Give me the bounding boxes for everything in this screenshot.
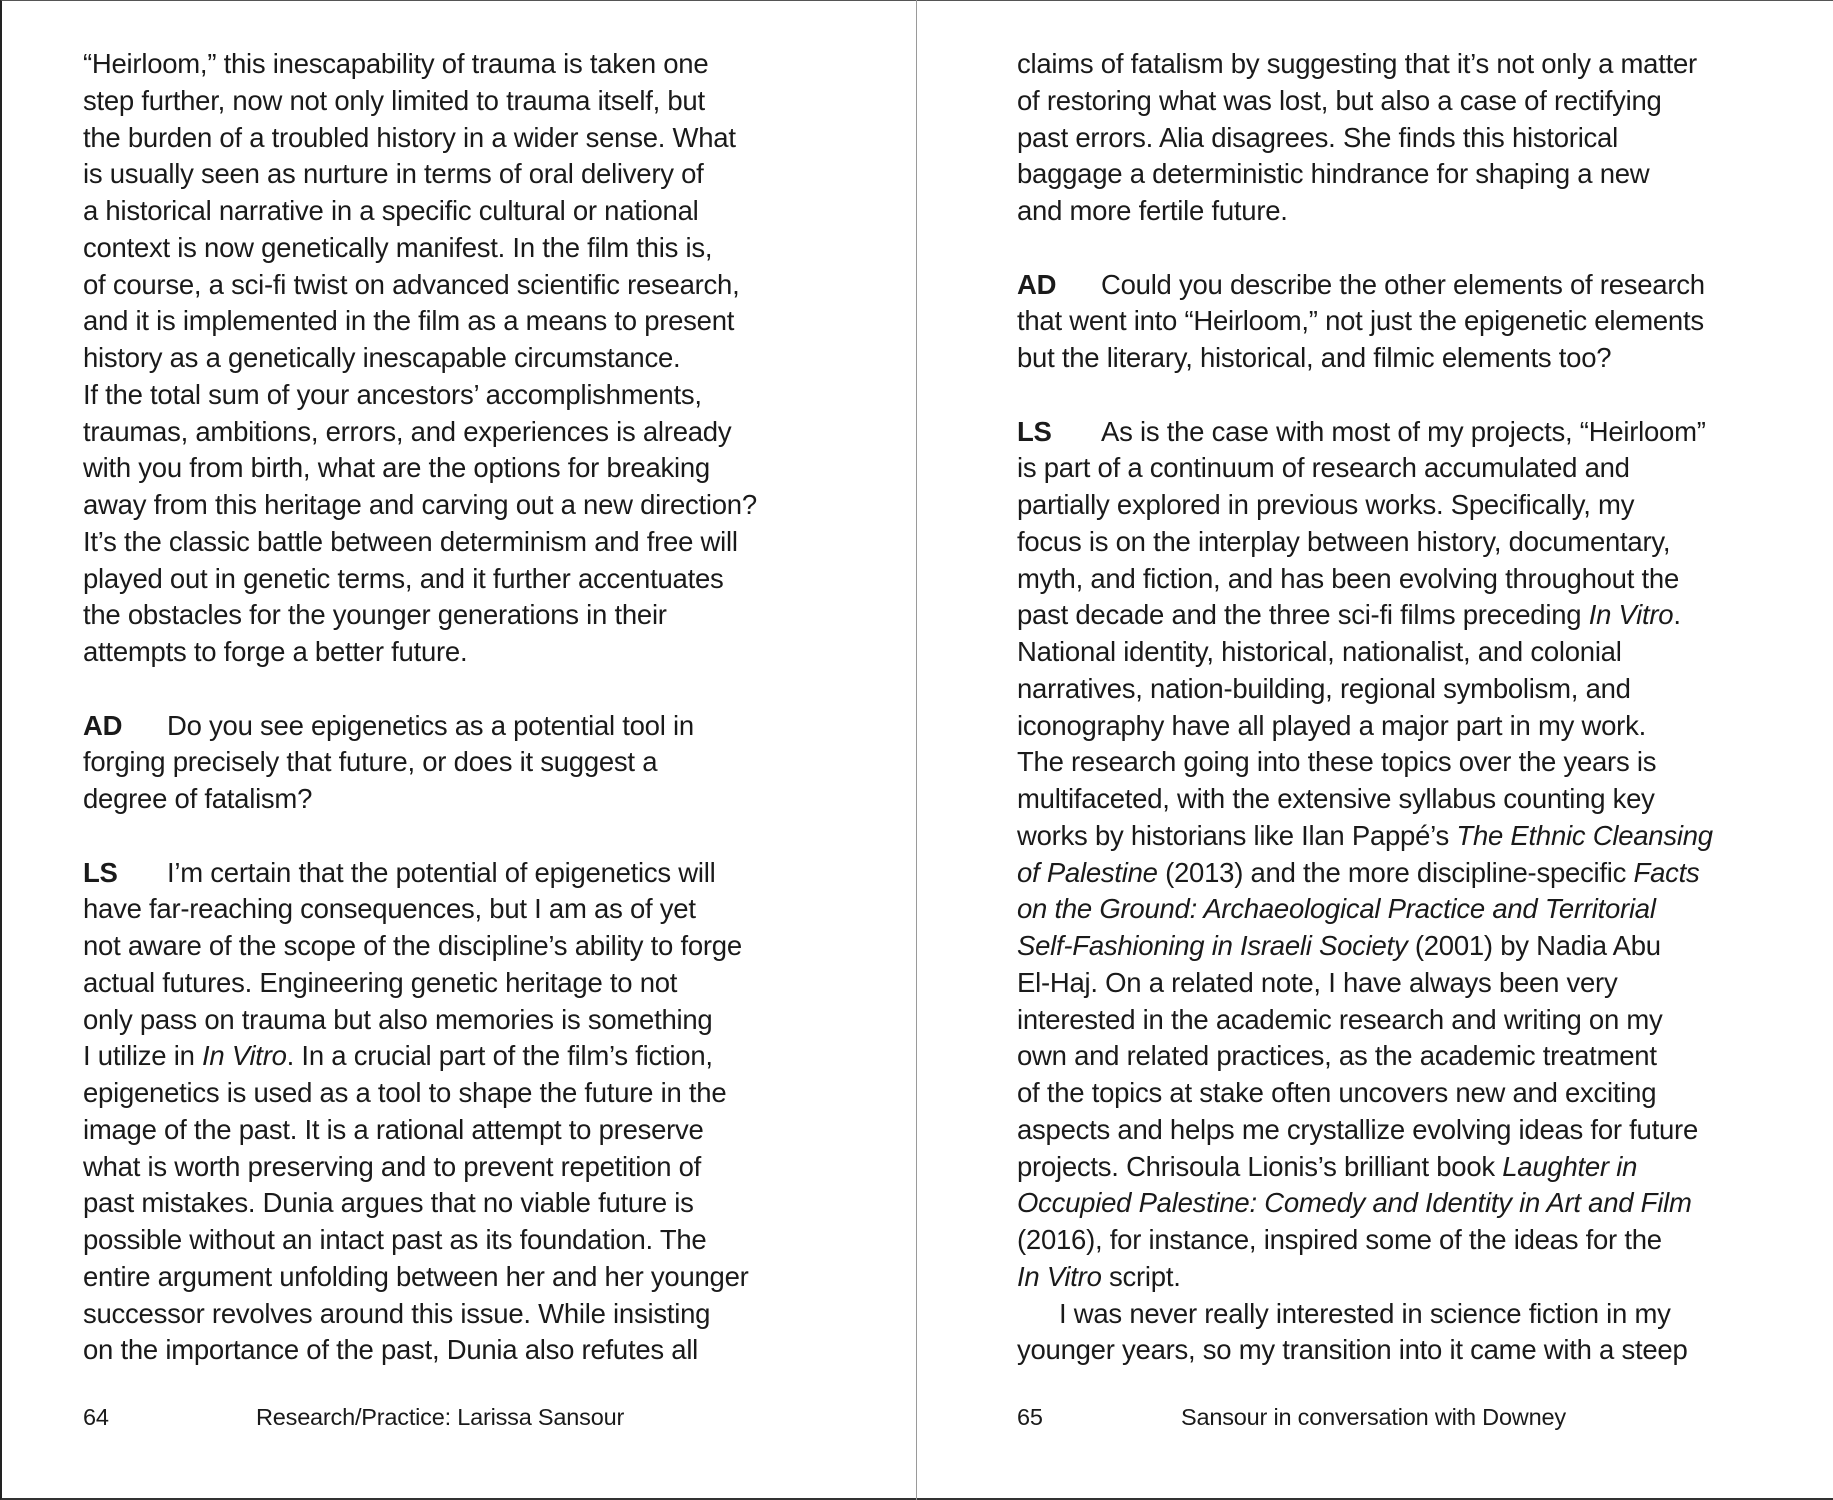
text-line [83,891,843,928]
text-line [1017,487,1777,524]
text-line [1017,744,1777,781]
text-run: younger years, so my transition into it came with a steep [1017,1334,1688,1366]
text-line [83,965,843,1002]
speaker-label: LS [1017,415,1052,447]
blank-line [83,671,843,708]
text-line [1017,83,1777,120]
italic-title: In Vitro [1588,599,1674,631]
text-run: El-Haj. On a related note, I have always been very [1017,966,1618,998]
right-page-number: 65 [1017,1404,1043,1430]
text-line [83,120,843,157]
text-run: works by historians like Ilan Pappé’s [1017,819,1457,851]
text-run: but the literary, historical, and filmic elements too? [1017,342,1612,373]
text-run: the burden of a troubled history in a wider sense. What [83,121,736,153]
text-line [83,1185,843,1222]
italic-title: Self-Fashioning in Israeli Society [1017,930,1408,961]
text-line [1017,965,1777,1002]
text-line [1017,671,1777,708]
text-run: (2016), for instance, inspired some of the ideas for the [1017,1224,1662,1255]
text-run: iconography have all played a major part in my work. [1017,709,1646,741]
text-run: not aware of the scope of the discipline’s ability to forge [83,930,742,961]
text-run: played out in genetic terms, and it further accentuates [83,562,724,594]
text-run: As is the case with most of my projects, “Heirloom” [1101,415,1706,447]
text-run: It’s the classic battle between determinism and free will [83,525,738,557]
page-gutter-divider [916,0,917,1500]
text-line [83,303,843,340]
text-line [83,340,843,377]
right-page-body [1017,46,1777,1369]
text-line [83,83,843,120]
text-line [1017,891,1777,928]
text-line [83,928,843,965]
text-run: I utilize in [83,1040,203,1072]
text-line [1017,193,1777,230]
text-run: National identity, historical, nationalist, and colonial [1017,636,1622,667]
text-run: only pass on trauma but also memories is something [83,1003,713,1035]
text-line [1017,1149,1777,1186]
text-line [83,1332,843,1369]
text-run: past mistakes. Dunia argues that no viable future is [83,1187,694,1219]
italic-title: Laughter in [1502,1150,1638,1182]
text-run: what is worth preserving and to prevent repetition of [83,1150,702,1182]
text-run: partially explored in previous works. Specifically, my [1017,489,1635,520]
text-run: successor revolves around this issue. While insisting [83,1297,711,1329]
text-run: projects. Chrisoula Lionis’s brilliant book [1017,1150,1503,1182]
text-run: I was never really interested in science fiction in my [1059,1297,1671,1329]
text-line [1017,120,1777,157]
text-line [83,634,843,671]
text-run: with you from birth, what are the options for breaking [83,452,710,484]
text-line [1017,781,1777,818]
text-line [83,708,843,745]
italic-title: Facts [1633,856,1700,888]
text-run: (2001) by Nadia Abu [1407,930,1661,961]
blank-line [1017,230,1777,267]
text-line [83,1222,843,1259]
text-line [83,46,843,83]
text-run: epigenetics is used as a tool to shape the future in the [83,1077,727,1108]
text-run: focus is on the interplay between history, documentary, [1017,525,1671,557]
text-run: degree of fatalism? [83,783,313,814]
right-running-title: Sansour in conversation with Downey [1181,1404,1566,1430]
text-run: history as a genetically inescapable circumstance. [83,342,681,373]
text-line [83,524,843,561]
text-line [83,561,843,598]
text-line [83,1296,843,1333]
text-line [83,414,843,451]
text-run: The research going into these topics over the years is [1017,746,1657,778]
text-line [1017,634,1777,671]
text-line [1017,1185,1777,1222]
text-run: aspects and helps me crystallize evolving ideas for future [1017,1113,1698,1145]
speaker-label: AD [1017,268,1057,300]
text-line [1017,340,1777,377]
text-line [1017,303,1777,340]
italic-title: The Ethnic Cleansing [1456,819,1713,851]
text-run: of course, a sci-fi twist on advanced scientific research, [83,268,740,300]
text-line [1017,1332,1777,1369]
italic-title: on the Ground: Archaeological Practice and Territorial [1017,893,1656,925]
text-line [1017,1259,1777,1296]
text-line [1017,414,1777,451]
text-run: Do you see epigenetics as a potential tool in [167,709,694,741]
text-line [1017,1038,1777,1075]
text-run: I’m certain that the potential of epigenetics will [167,856,716,888]
text-line [1017,855,1777,892]
text-line [1017,1222,1777,1259]
blank-line [1017,377,1777,414]
text-line [83,267,843,304]
text-line [83,1259,843,1296]
text-run: past errors. Alia disagrees. She finds this historical [1017,121,1618,153]
text-run: . [1673,599,1681,631]
text-run: attempts to forge a better future. [83,636,468,667]
speaker-label: AD [83,709,123,741]
text-run: have far-reaching consequences, but I am as of yet [83,893,696,925]
text-line [1017,524,1777,561]
text-line [1017,156,1777,193]
text-line [83,377,843,414]
text-line [1017,450,1777,487]
text-run: past decade and the three sci-fi films preceding [1017,599,1589,631]
italic-title: of Palestine [1017,856,1158,888]
text-run: and more fertile future. [1017,195,1288,226]
text-run: a historical narrative in a specific cultural or national [83,195,699,226]
italic-title: In Vitro [202,1040,287,1072]
text-run: actual futures. Engineering genetic heritage to not [83,966,678,998]
text-run: context is now genetically manifest. In the film this is, [83,231,713,263]
text-run: baggage a deterministic hindrance for shaping a new [1017,158,1650,190]
text-run: script. [1101,1260,1181,1292]
text-run: claims of fatalism by suggesting that it’s not only a matter [1017,48,1697,79]
text-run: possible without an intact past as its foundation. The [83,1224,707,1255]
text-line [1017,1112,1777,1149]
text-line [1017,46,1777,83]
text-run: interested in the academic research and writing on my [1017,1003,1663,1035]
text-run: own and related practices, as the academic treatment [1017,1040,1657,1072]
text-line [83,193,843,230]
text-run: the obstacles for the younger generations in their [83,599,667,631]
italic-title: In Vitro [1017,1260,1102,1292]
text-run: If the total sum of your ancestors’ accomplishments, [83,378,702,410]
text-run: entire argument unfolding between her and her younger [83,1260,749,1292]
text-run: on the importance of the past, Dunia also refutes all [83,1334,699,1366]
text-run: forging precisely that future, or does it suggest a [83,746,658,778]
text-line [83,1002,843,1039]
text-line [83,1075,843,1112]
text-line [83,1112,843,1149]
text-run: and it is implemented in the film as a means to present [83,305,735,337]
text-run: of the topics at stake often uncovers new and exciting [1017,1077,1657,1108]
text-run: step further, now not only limited to trauma itself, but [83,84,705,116]
text-line [83,855,843,892]
text-line [83,487,843,524]
text-line [83,230,843,267]
text-line [83,781,843,818]
text-run: (2013) and the more discipline-specific [1157,856,1634,888]
text-run: of restoring what was lost, but also a case of rectifying [1017,84,1662,116]
text-line [1017,597,1777,634]
text-run: myth, and fiction, and has been evolving throughout the [1017,562,1679,594]
speaker-label: LS [83,856,118,888]
text-run: . In a crucial part of the film’s fiction, [286,1040,713,1072]
text-run: narratives, nation-building, regional symbolism, and [1017,672,1631,704]
text-run: is usually seen as nurture in terms of oral delivery of [83,158,704,190]
text-run: away from this heritage and carving out a new direction? [83,489,757,520]
text-line [1017,1075,1777,1112]
text-line [1017,1002,1777,1039]
text-run: that went into “Heirloom,” not just the epigenetic elements [1017,305,1704,337]
text-line [1017,267,1777,304]
text-line [1017,561,1777,598]
text-line [1017,928,1777,965]
text-line [83,1038,843,1075]
text-run: traumas, ambitions, errors, and experiences is already [83,415,732,447]
text-run: Could you describe the other elements of research [1101,268,1705,300]
text-line [1017,708,1777,745]
text-run: image of the past. It is a rational attempt to preserve [83,1113,704,1145]
blank-line [83,818,843,855]
text-line [83,1149,843,1186]
text-line [83,450,843,487]
text-line [1017,818,1777,855]
text-line [83,744,843,781]
text-line [1017,1296,1777,1333]
text-line [83,156,843,193]
text-line [83,597,843,634]
text-run: multifaceted, with the extensive syllabus counting key [1017,783,1655,814]
italic-title: Occupied Palestine: Comedy and Identity in Art and Film [1017,1187,1692,1219]
left-page-body [83,46,843,1369]
left-running-title: Research/Practice: Larissa Sansour [256,1404,625,1430]
text-run: is part of a continuum of research accumulated and [1017,452,1630,484]
left-page-number: 64 [83,1404,109,1430]
text-run: “Heirloom,” this inescapability of trauma is taken one [83,48,709,79]
